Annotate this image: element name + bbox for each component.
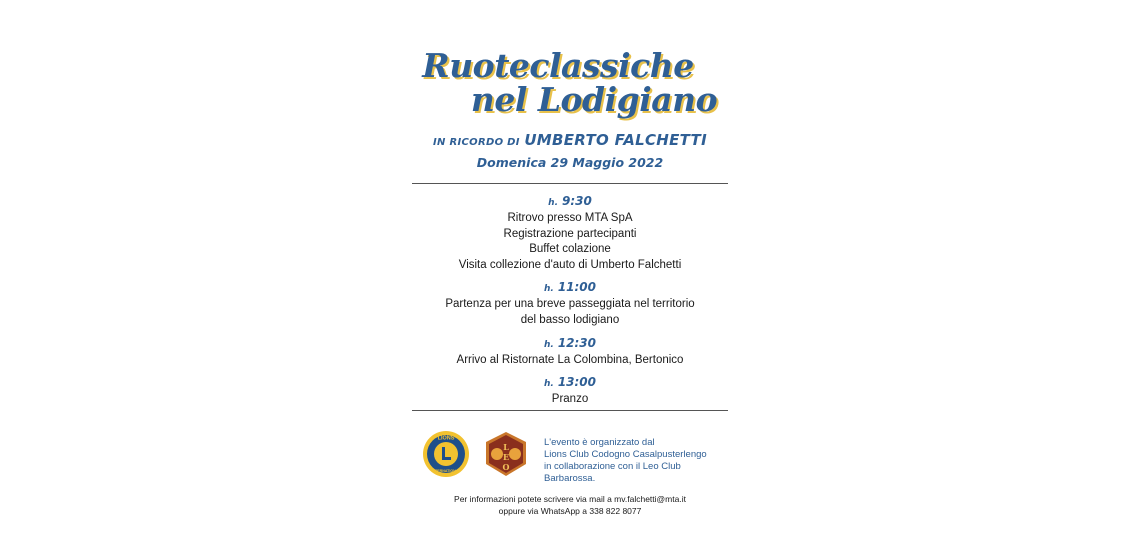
schedule-line: Registrazione partecipanti [503,227,637,240]
leo-club-logo-icon [482,430,530,478]
contact-info [412,493,728,517]
sponsor-logos [422,430,542,480]
organizers-line: L'evento è organizzato dal [544,437,655,448]
event-title-line1: Ruoteclassiche [422,46,694,85]
svg-text:E: E [502,452,510,462]
schedule-time [412,279,728,297]
schedule-block [412,335,728,369]
svg-text:O: O [502,462,510,472]
contact-whatsapp-line: oppure via WhatsApp a 338 822 8077 [498,506,642,516]
hour-prefix: h. [543,339,554,350]
event-date: Domenica 29 Maggio 2022 [476,155,664,170]
memorial-prefix: IN RICORDO DI [433,137,520,148]
contact-email-line: Per informazioni potete scrivere via mail a mv.falchetti@mta.it [454,494,686,504]
schedule-block [412,193,728,273]
schedule [412,193,728,414]
schedule-line: Partenza per una breve passeggiata nel territorio [445,298,695,311]
schedule-line: Arrivo al Ristornate La Colombina, Bertonico [456,353,684,366]
bottom-divider [412,410,728,411]
schedule-time [412,335,728,353]
lions-club-logo-icon [422,430,470,478]
schedule-block [412,279,728,328]
hour-prefix: h. [543,284,554,295]
schedule-line: Buffet colazione [529,243,611,256]
time-value: 12:30 [557,335,597,350]
schedule-block [412,374,728,408]
schedule-line: Pranzo [551,393,589,406]
hour-prefix: h. [543,379,554,390]
schedule-time [412,193,728,211]
time-value: 11:00 [557,280,597,295]
schedule-line: Visita collezione d'auto di Umberto Falchetti [458,258,682,271]
organizers-line: Lions Club Codogno Casalpusterlengo [544,449,707,460]
organizers-text [544,437,734,485]
schedule-time [412,374,728,392]
time-value: 13:00 [557,375,597,390]
svg-text:LIONS: LIONS [437,435,455,442]
schedule-line: del basso lodigiano [520,313,620,326]
memorial-name: UMBERTO FALCHETTI [524,131,707,149]
event-flyer [412,0,728,540]
hour-prefix: h. [548,198,558,208]
organizers-line: in collaborazione con il Leo Club Barbarossa. [544,461,681,484]
top-divider [412,183,728,184]
event-title-line2: nel Lodigiano [470,80,718,119]
time-value: 9:30 [561,194,592,208]
svg-text:L: L [503,442,509,452]
svg-text:INTERNATIONAL: INTERNATIONAL [431,469,461,473]
memorial-dedication [412,131,728,149]
schedule-line: Ritrovo presso MTA SpA [507,212,633,224]
